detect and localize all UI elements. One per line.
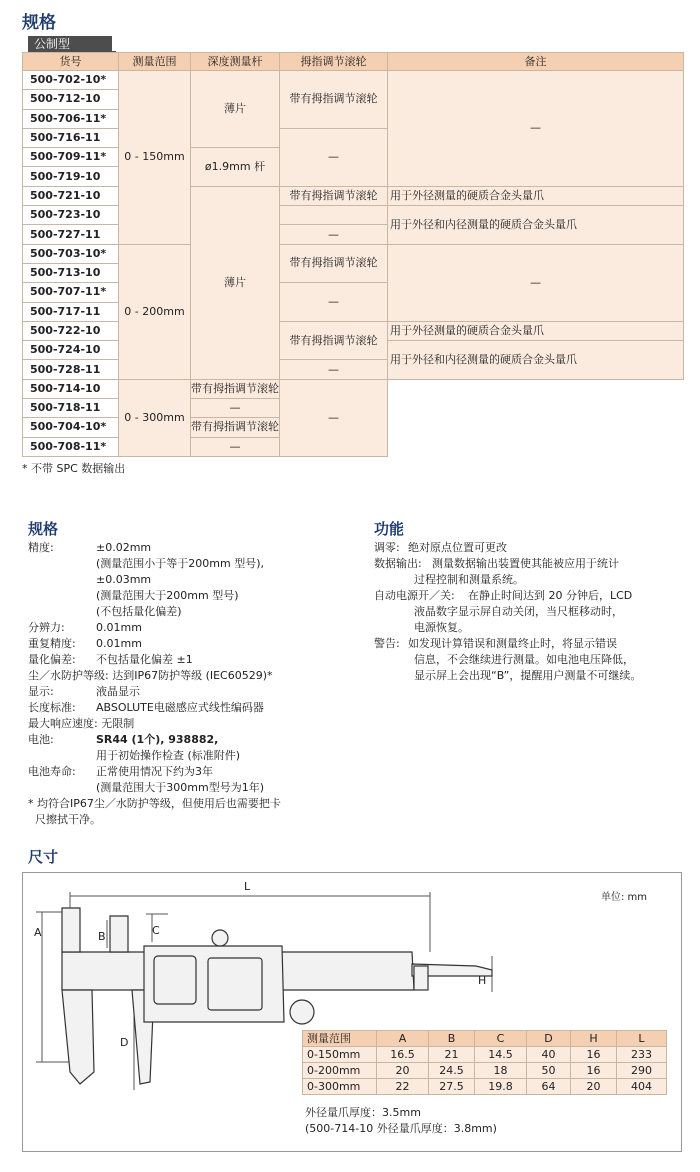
spec-table-title: 规格: [22, 13, 56, 33]
header-code: 货号: [23, 53, 119, 71]
thumb-cell: 带有拇指调节滚轮: [191, 379, 280, 398]
jaw-thickness-note-2: (500-714-10 外径量爪厚度：3.8mm): [305, 1122, 497, 1135]
code-cell: 500-702-10*: [23, 71, 119, 90]
thumb-cell: 带有拇指调节滚轮: [280, 321, 388, 360]
spec-value: 液晶显示: [96, 685, 140, 698]
dim-letter-B: B: [98, 930, 106, 943]
func-label: 调零:: [374, 541, 400, 554]
dim-cell: 18: [475, 1063, 527, 1079]
depth-cell: 薄片: [191, 71, 280, 148]
func-value: 信息，不会继续进行测量。如电池电压降低，: [414, 653, 634, 666]
spec-label: 最大响应速度: 无限制: [28, 717, 135, 730]
spec-value: ±0.03mm: [96, 573, 152, 586]
depth-cell: ø1.9mm 杆: [191, 148, 280, 187]
range-cell: 0 - 300mm: [119, 379, 191, 456]
spec-table: [22, 52, 684, 457]
func-label: 警告:: [374, 637, 400, 650]
func-value: 在静止时间达到 20 分钟后，LCD: [468, 589, 633, 602]
func-section: [374, 540, 684, 684]
func-value: 液晶数字显示屏自动关闭，当尺框移动时，: [414, 605, 623, 618]
note-cell: 用于外径和内径测量的硬质合金头量爪: [388, 206, 684, 245]
code-cell: 500-719-10: [23, 167, 119, 186]
jaw-thickness-note: 外径量爪厚度：3.5mm: [305, 1106, 421, 1119]
code-cell: 500-703-10*: [23, 244, 119, 263]
dim-header: D: [527, 1031, 571, 1047]
spec-value: (不包括量化偏差): [96, 605, 182, 618]
thumb-cell: —: [280, 360, 388, 379]
spec-value: (测量范围大于300mm型号为1年): [96, 781, 265, 794]
upper-jaw-fixed: [62, 908, 80, 952]
dim-cell: 16: [571, 1063, 617, 1079]
spec-label: 显示:: [28, 685, 54, 698]
dim-cell: 14.5: [475, 1047, 527, 1063]
dim-header: 测量范围: [303, 1031, 377, 1047]
beam-end: [414, 966, 428, 990]
code-cell: 500-712-10: [23, 90, 119, 109]
thumb-cell: 带有拇指调节滚轮: [280, 244, 388, 283]
header-range: 测量范围: [119, 53, 191, 71]
func-section-title: 功能: [374, 520, 405, 538]
spec-value: 用于初始操作检查 (标准附件): [96, 749, 241, 762]
dim-cell: 233: [617, 1047, 667, 1063]
dim-cell: 20: [571, 1079, 617, 1095]
table-row: [303, 1047, 667, 1063]
header-note: 备注: [388, 53, 684, 71]
code-cell: 500-727-11: [23, 225, 119, 244]
thumb-cell: —: [280, 128, 388, 186]
dim-cell: 290: [617, 1063, 667, 1079]
code-cell: 500-723-10: [23, 206, 119, 225]
func-value: 绝对原点位置可更改: [408, 541, 507, 554]
thumb-cell: —: [280, 225, 388, 244]
func-value: 过程控制和测量系统。: [414, 573, 524, 586]
header-depth: 深度测量杆: [191, 53, 280, 71]
func-value: 显示屏上会出现“B”，提醒用户测量不可继续。: [414, 669, 642, 682]
spec-label: 电池:: [28, 733, 54, 746]
dim-letter-D: D: [120, 1036, 129, 1049]
code-cell: 500-721-10: [23, 186, 119, 205]
func-value: 测量数据输出装置使其能被应用于统计: [432, 557, 619, 570]
spec-value: 正常使用情况下约为3年: [96, 765, 213, 778]
dim-cell: 0-300mm: [303, 1079, 377, 1095]
spec-value: 不包括量化偏差 ±1: [96, 653, 193, 666]
dim-cell: 22: [377, 1079, 429, 1095]
dim-letter-C: C: [152, 924, 160, 937]
thumb-cell: 带有拇指调节滚轮: [191, 418, 280, 437]
thumb-roller-icon: [290, 1000, 314, 1024]
spec-label: 分辨力:: [28, 621, 65, 634]
spec-value: (测量范围大于200mm 型号): [96, 589, 239, 602]
dim-cell: 16: [571, 1047, 617, 1063]
button-panel: [208, 958, 262, 1010]
dim-header: L: [617, 1031, 667, 1047]
code-cell: 500-714-10: [23, 379, 119, 398]
code-cell: 500-709-11*: [23, 148, 119, 167]
spec-label: 重复精度:: [28, 637, 76, 650]
dim-cell: 20: [377, 1063, 429, 1079]
dim-cell: 40: [527, 1047, 571, 1063]
code-cell: 500-724-10: [23, 341, 119, 360]
range-cell: 0 - 150mm: [119, 71, 191, 245]
spec-section: [28, 540, 348, 828]
spec-value: 0.01mm: [96, 621, 142, 634]
dim-cell: 0-150mm: [303, 1047, 377, 1063]
code-cell: 500-707-11*: [23, 283, 119, 302]
dim-letter-L: L: [244, 880, 251, 893]
dim-cell: 404: [617, 1079, 667, 1095]
code-cell: 500-706-11*: [23, 109, 119, 128]
code-cell: 500-722-10: [23, 321, 119, 340]
spec-value: ABSOLUTE电磁感应式线性编码器: [96, 701, 264, 714]
spec-label: * 均符合IP67尘／水防护等级，但使用后也需要把卡: [28, 797, 281, 810]
range-cell: 0 - 200mm: [119, 244, 191, 379]
code-cell: 500-704-10*: [23, 418, 119, 437]
code-cell: 500-716-11: [23, 128, 119, 147]
thumb-cell: —: [191, 399, 280, 418]
func-value: 电源恢复。: [414, 621, 469, 634]
header-thumb: 拇指调节滚轮: [280, 53, 388, 71]
dim-letter-A: A: [34, 926, 42, 939]
spec-value: SR44 (1个), 938882,: [96, 733, 219, 746]
code-cell: 500-718-11: [23, 399, 119, 418]
spec-value: (测量范围小于等于200mm 型号),: [96, 557, 265, 570]
upper-jaw-moving: [110, 916, 128, 952]
note-cell: —: [388, 244, 684, 321]
dim-cell: 19.8: [475, 1079, 527, 1095]
code-cell: 500-728-11: [23, 360, 119, 379]
spec-value: ±0.02mm: [96, 541, 152, 554]
note-cell: 用于外径和内径测量的硬质合金头量爪: [388, 341, 684, 380]
note-cell: 用于外径测量的硬质合金头量爪: [388, 321, 684, 340]
dim-cell: 0-200mm: [303, 1063, 377, 1079]
func-value: 如发现计算错误和测量终止时，将显示错误: [408, 637, 617, 650]
dim-header: H: [571, 1031, 617, 1047]
spec-label: 电池寿命:: [28, 765, 76, 778]
thumb-cell: 带有拇指调节滚轮: [280, 71, 388, 129]
lock-screw-icon: [212, 930, 228, 946]
dim-header: A: [377, 1031, 429, 1047]
dim-cell: 27.5: [429, 1079, 475, 1095]
code-cell: 500-717-11: [23, 302, 119, 321]
note-cell: 用于外径测量的硬质合金头量爪: [388, 186, 684, 205]
note-cell: —: [280, 379, 388, 456]
code-cell: 500-713-10: [23, 263, 119, 282]
dim-header: C: [475, 1031, 527, 1047]
dimension-table: [302, 1030, 667, 1095]
spec-label: 尺擦拭干净。: [28, 813, 101, 826]
dim-cell: 64: [527, 1079, 571, 1095]
dim-cell: 21: [429, 1047, 475, 1063]
func-label: 自动电源开／关:: [374, 589, 455, 602]
spec-section-title: 规格: [28, 520, 59, 538]
thumb-cell: 带有拇指调节滚轮: [280, 186, 388, 205]
spec-label: 精度:: [28, 541, 54, 554]
dim-cell: 16.5: [377, 1047, 429, 1063]
table-footnote: * 不带 SPC 数据输出: [22, 462, 126, 475]
dim-section-title: 尺寸: [28, 848, 59, 866]
spec-label: 尘／水防护等级: 达到IP67防护等级 (IEC60529)*: [28, 669, 273, 682]
dim-letter-H: H: [478, 974, 487, 987]
spec-label: 量化偏差:: [28, 653, 76, 666]
table-row: [303, 1063, 667, 1079]
thumb-cell: —: [280, 283, 388, 322]
dim-header: B: [429, 1031, 475, 1047]
table-row: [303, 1079, 667, 1095]
lcd-display: [154, 956, 196, 1004]
metric-tag: 公制型: [28, 36, 112, 52]
thumb-cell: —: [191, 437, 280, 456]
depth-cell: 薄片: [191, 186, 280, 379]
code-cell: 500-708-11*: [23, 437, 119, 456]
spec-label: 长度标准:: [28, 701, 76, 714]
unit-label: 单位: mm: [601, 892, 648, 903]
func-label: 数据输出:: [374, 557, 422, 570]
dim-cell: 50: [527, 1063, 571, 1079]
note-cell: —: [388, 71, 684, 187]
spec-value: 0.01mm: [96, 637, 142, 650]
lower-jaw-fixed: [62, 990, 94, 1084]
dim-cell: 24.5: [429, 1063, 475, 1079]
thumb-cell: [280, 206, 388, 225]
